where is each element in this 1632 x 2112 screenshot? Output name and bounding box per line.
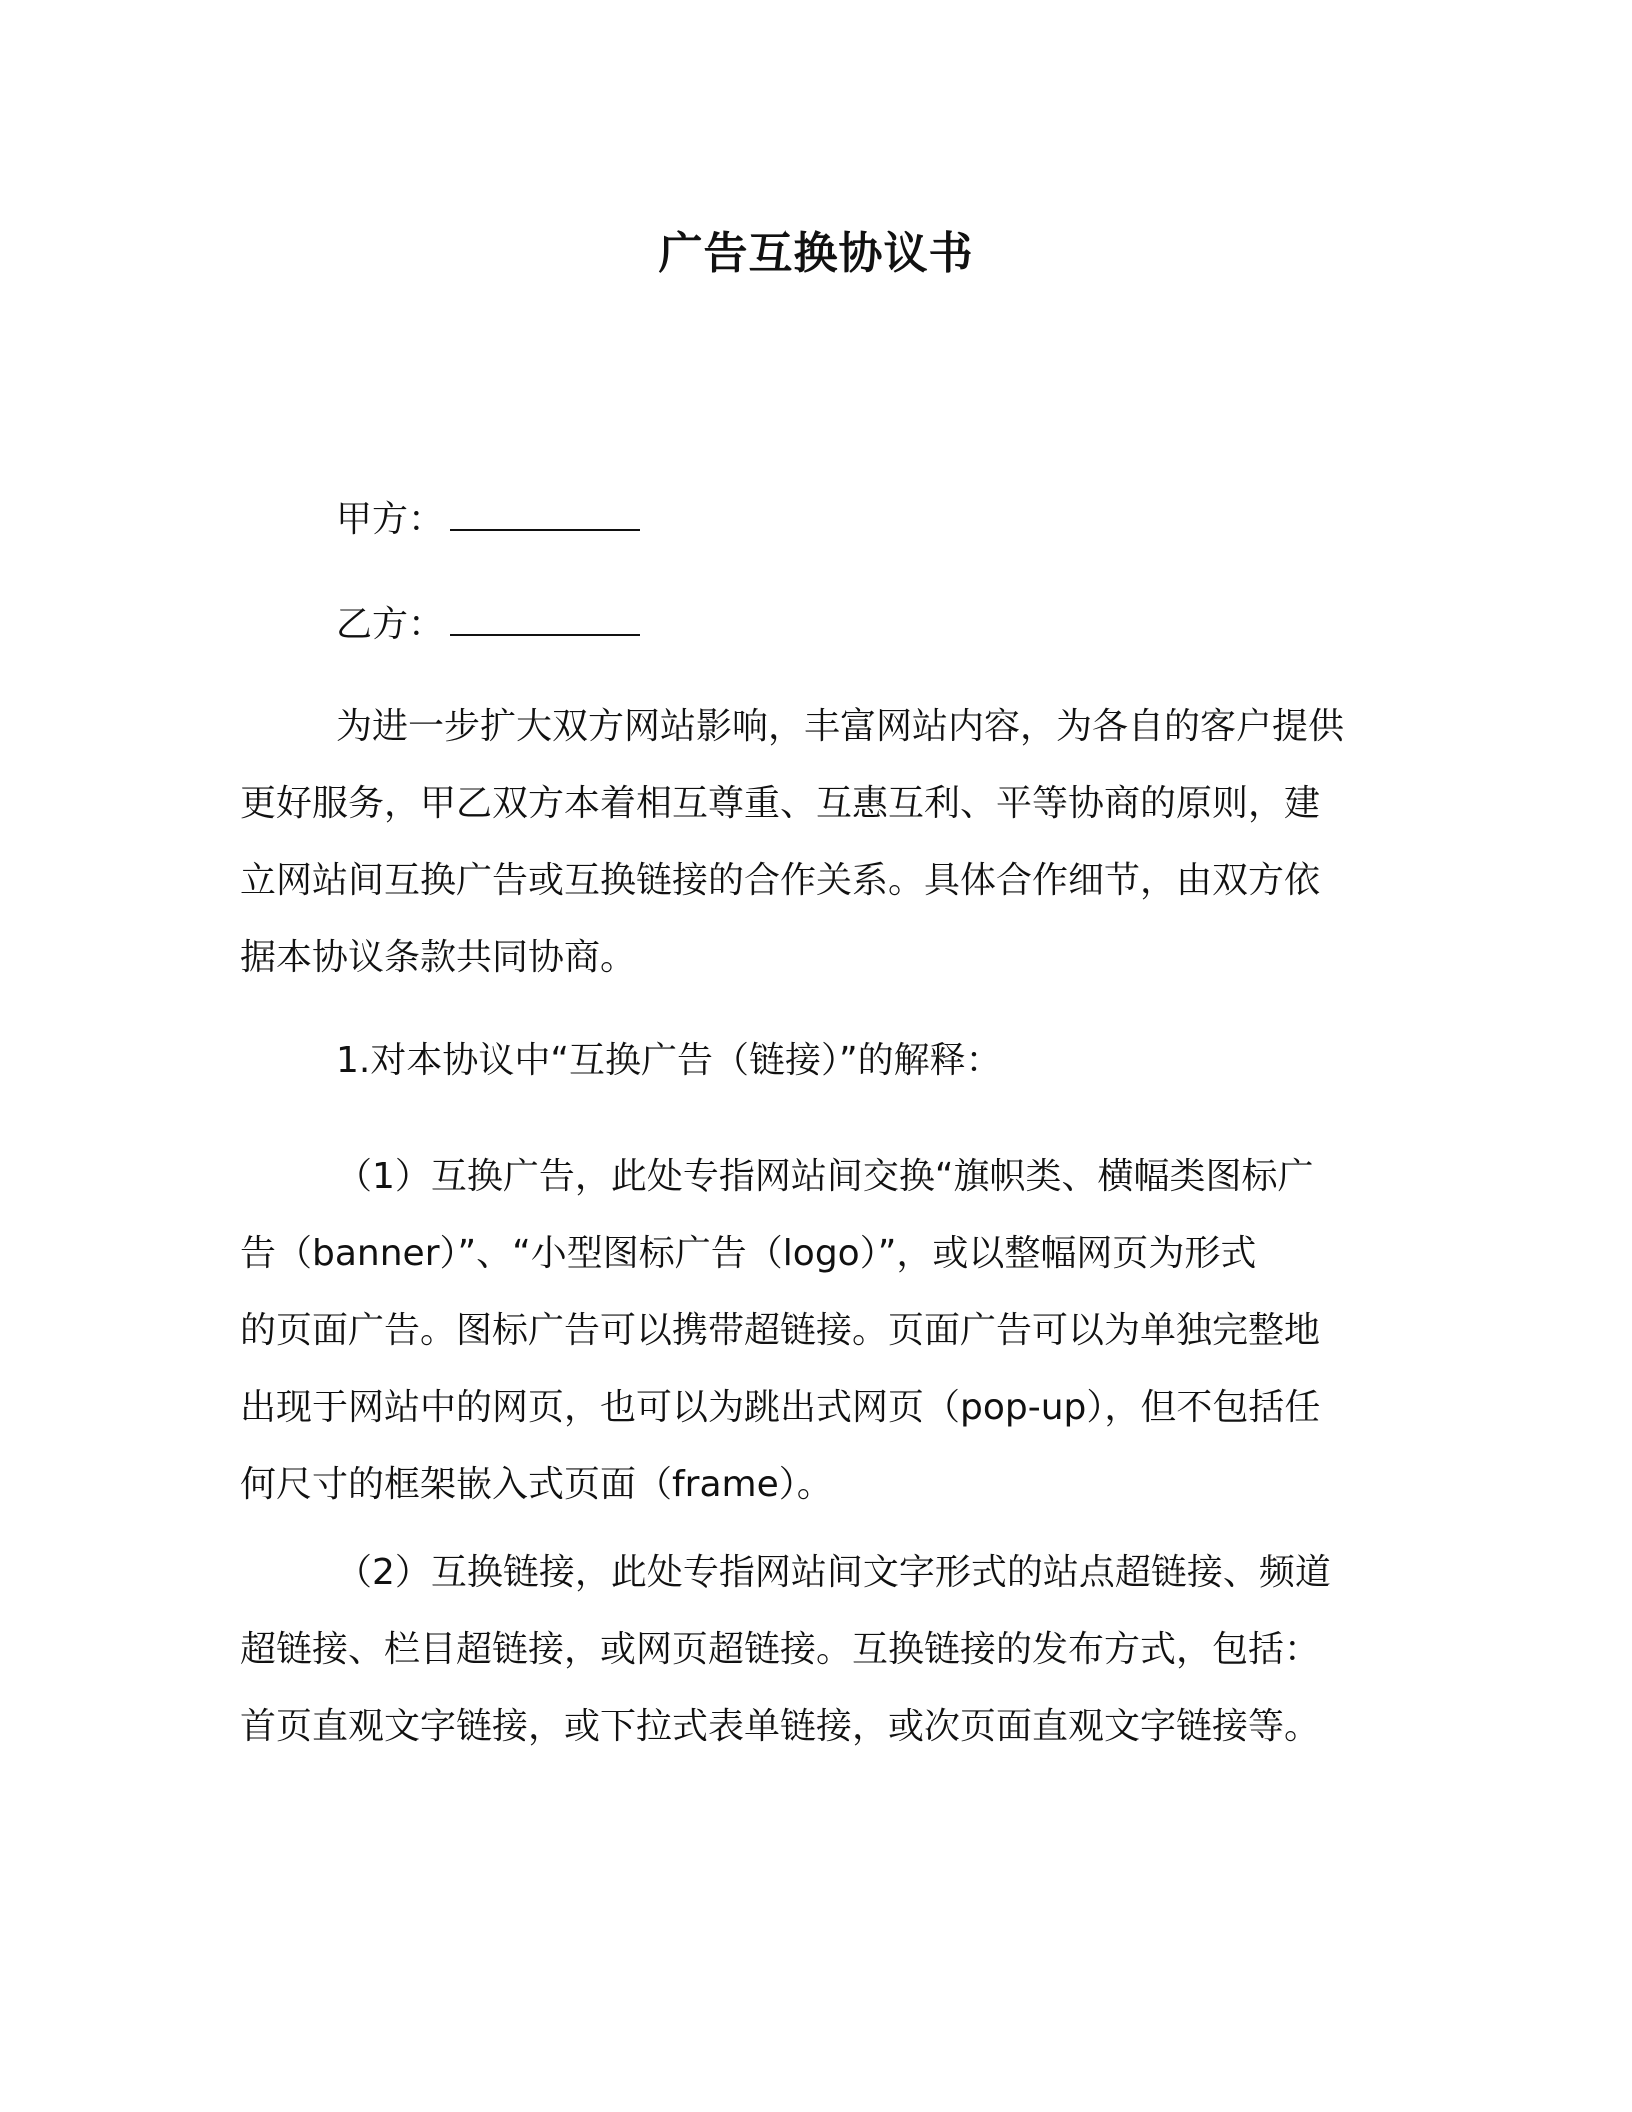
- party-a-line: [336, 495, 640, 545]
- party-b-label: 乙方：: [336, 604, 445, 645]
- party-b-line: [336, 600, 640, 650]
- paragraph-line: 据本协议条款共同协商。: [240, 937, 637, 978]
- paragraph-line: 的页面广告。图标广告可以携带超链接。页面广告可以为单独完整地: [240, 1310, 1321, 1351]
- clause-1-item-2: [240, 1534, 1380, 1765]
- clause-1-item-1: [240, 1138, 1380, 1523]
- paragraph-line: 为进一步扩大双方网站影响，丰富网站内容，为各自的客户提供: [336, 706, 1345, 747]
- party-a-blank: [450, 499, 640, 531]
- intro-paragraph: [240, 688, 1380, 996]
- document-title: 广告互换协议书: [658, 228, 974, 279]
- paragraph-line: 出现于网站中的网页，也可以为跳出式网页（pop-up），但不包括任: [240, 1387, 1321, 1428]
- party-a-label: 甲方：: [336, 499, 445, 540]
- party-b-blank: [450, 604, 640, 636]
- paragraph-line: 1.对本协议中“互换广告（链接）”的解释：: [336, 1040, 1002, 1081]
- paragraph-line: （2）互换链接，此处专指网站间文字形式的站点超链接、频道: [336, 1552, 1331, 1593]
- paragraph-line: 立网站间互换广告或互换链接的合作关系。具体合作细节，由双方依: [240, 860, 1321, 901]
- paragraph-line: 何尺寸的框架嵌入式页面（frame）。: [240, 1464, 833, 1505]
- paragraph-line: 超链接、栏目超链接，或网页超链接。互换链接的发布方式，包括：: [240, 1629, 1321, 1670]
- paragraph-line: 告（banner）”、“小型图标广告（logo）”，或以整幅网页为形式: [240, 1233, 1257, 1274]
- paragraph-line: 更好服务，甲乙双方本着相互尊重、互惠互利、平等协商的原则，建: [240, 783, 1321, 824]
- paragraph-line: （1）互换广告，此处专指网站间交换“旗帜类、横幅类图标广: [336, 1156, 1314, 1197]
- clause-1-heading: [240, 1022, 1380, 1099]
- paragraph-line: 首页直观文字链接，或下拉式表单链接，或次页面直观文字链接等。: [240, 1706, 1321, 1747]
